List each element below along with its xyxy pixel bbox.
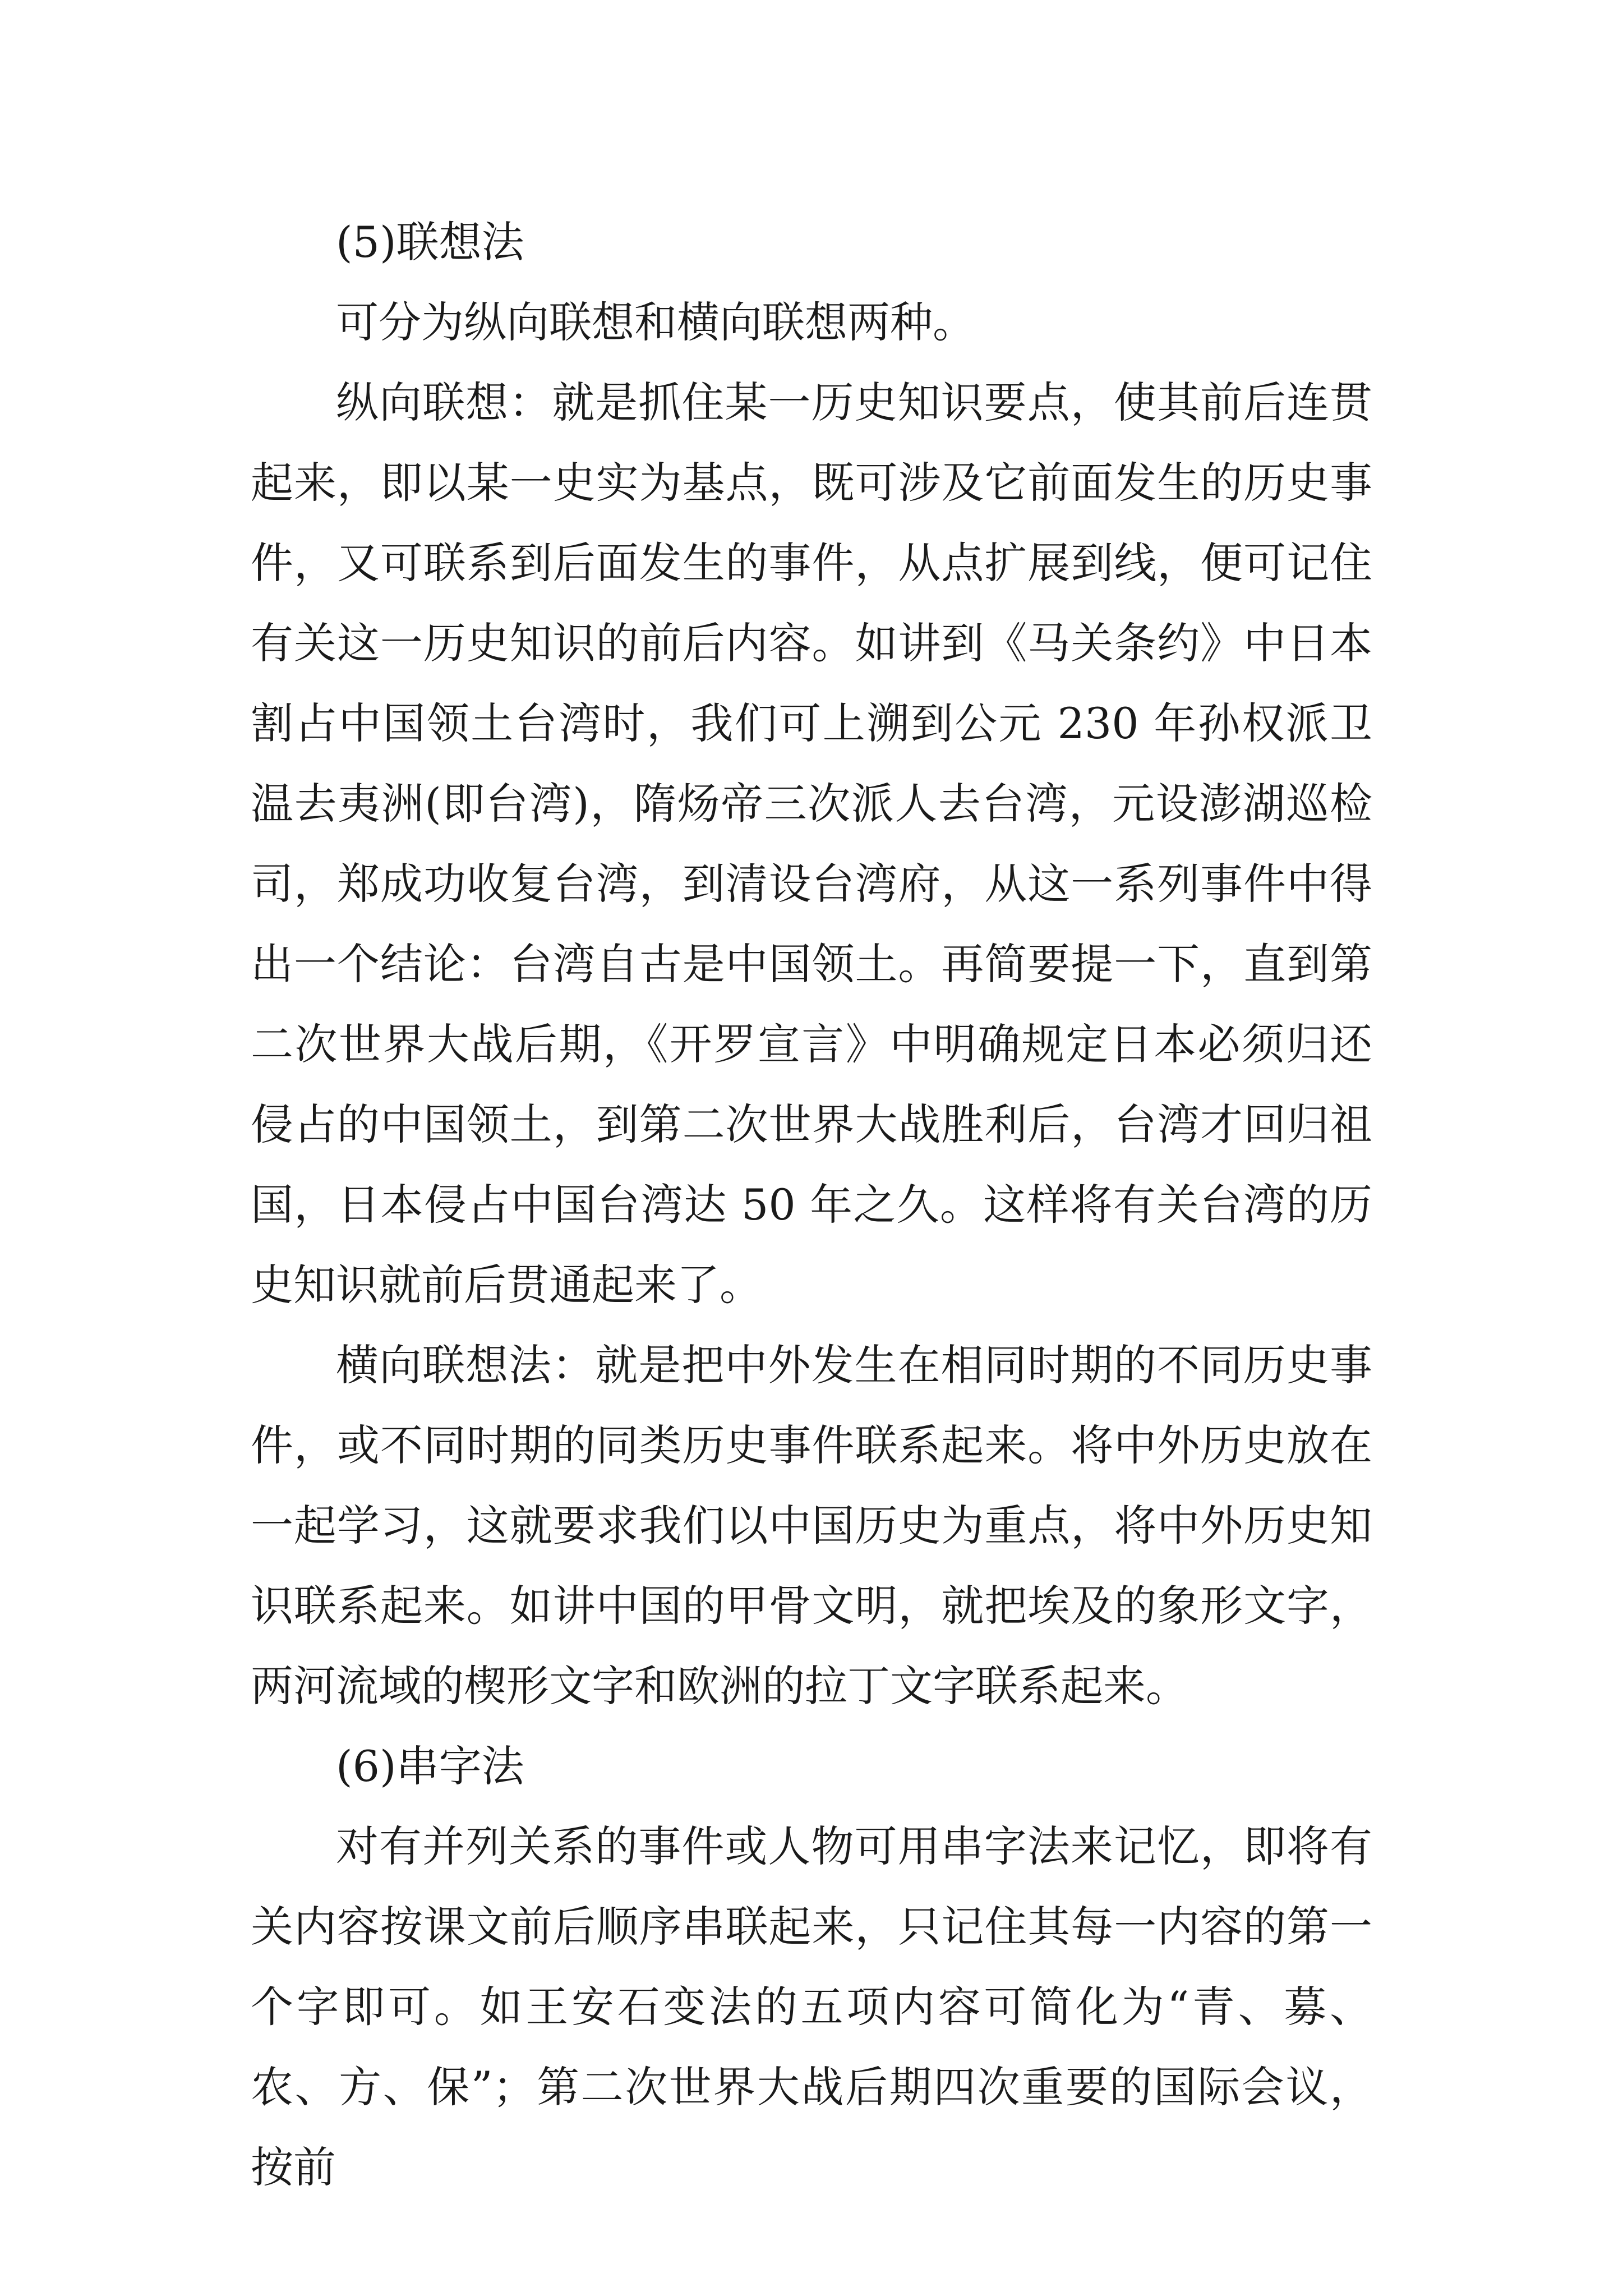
paragraph-intro: 可分为纵向联想和横向联想两种。 bbox=[336, 297, 975, 347]
document-body bbox=[251, 202, 1372, 2207]
paragraph-horizontal-association: 横向联想法：就是把中外发生在相同时期的不同历史事件，或不同时期的同类历史事件联系起来。将中外历史放在一起学习，这就要求我们以中国历史为重点，将中外历史知识联系起来。如讲中国的甲骨文明，就把埃及的象形文字，两河流域的楔形文字和欧洲的拉丁文字联系起来。 bbox=[251, 1340, 1372, 1711]
paragraph-vertical-association: 纵向联想：就是抓住某一历史知识要点，使其前后连贯起来，即以某一史实为基点，既可涉及它前面发生的历史事件，又可联系到后面发生的事件，从点扩展到线，便可记住有关这一历史知识的前后内容。如讲到《马关条约》中日本割占中国领土台湾时，我们可上溯到公元 230 年孙权派卫温去夷洲(即台湾)，隋炀帝三次派人去台湾，元设澎湖巡检司，郑成功收复台湾，到清设台湾府，从这一系列事件中得出一个结论：台湾自古是中国领土。再简要提一下，直到第二次世界大战后期，《开罗宣言》中明确规定日本必须归还侵占的中国领土，到第二次世界大战胜利后，台湾才回归祖国，日本侵占中国台湾达 50 年之久。这样将有关台湾的历史知识就前后贯通起来了。 bbox=[251, 378, 1372, 1310]
heading-string-method: (6)串字法 bbox=[336, 1741, 524, 1791]
heading-association-method: (5)联想法 bbox=[336, 217, 524, 267]
paragraph-string-method: 对有并列关系的事件或人物可用串字法来记忆，即将有关内容按课文前后顺序串联起来，只记住其每一内容的第一个字即可。如王安石变法的五项内容可简化为“青、募、农、方、保”；第二次世界大战后期四次重要的国际会议，按前 bbox=[251, 1821, 1372, 2192]
